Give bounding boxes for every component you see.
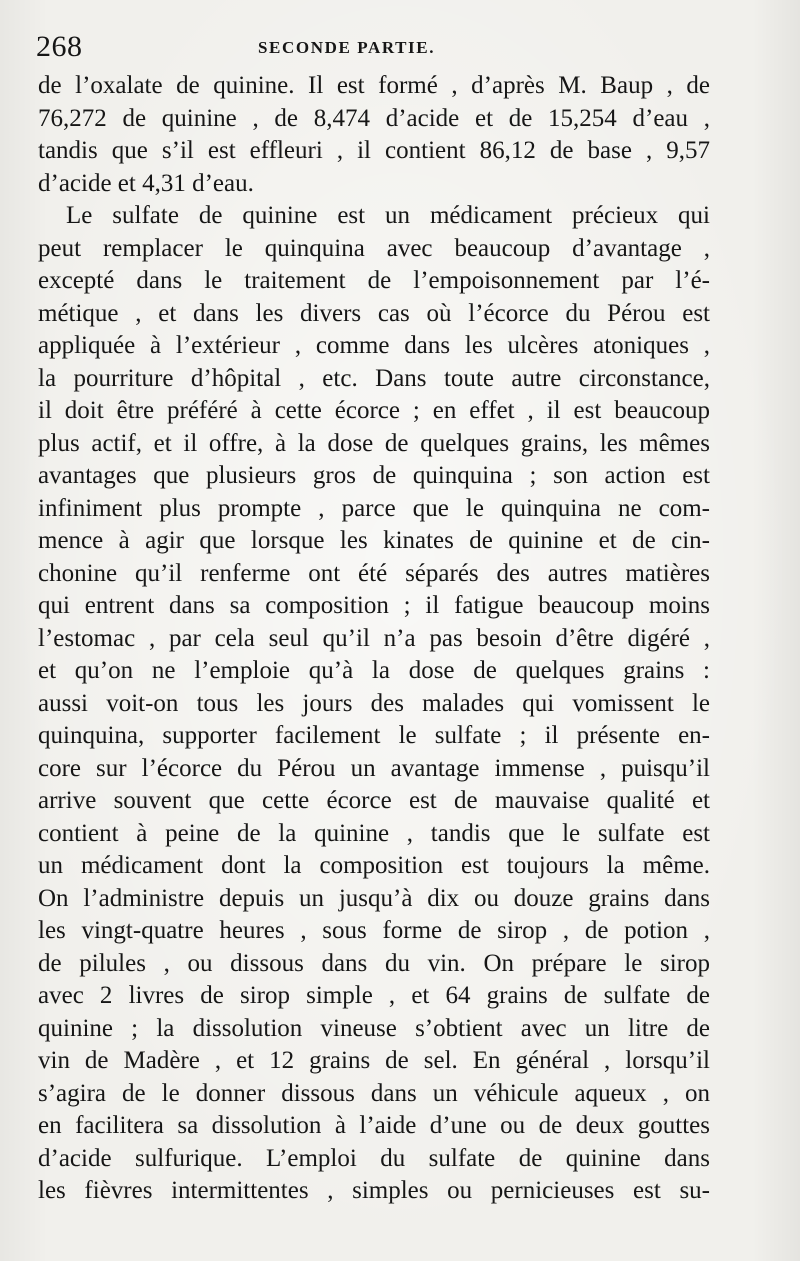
text-line: tandis que s’il est effleuri , il contient 86,12 de base , 9,57 xyxy=(38,137,710,164)
section-title: SECONDE PARTIE. xyxy=(258,38,436,57)
text-line: On l’administre depuis un jusqu’à dix ou douze grains dans xyxy=(38,884,710,912)
page-number: 268 xyxy=(36,30,83,63)
text-line: quinine ; la dissolution vineuse s’obtient avec un litre de xyxy=(38,1014,710,1042)
text-line: avantages que plusieurs gros de quinquina ; son action est xyxy=(38,462,710,489)
text-line: arrive souvent que cette écorce est de mauvaise qualité et xyxy=(38,787,710,814)
text-line: peut remplacer le quinquina avec beaucoup d’avantage , xyxy=(38,234,710,262)
text-line: un médicament dont la composition est toujours la même. xyxy=(38,852,710,879)
text-line: qui entrent dans sa composition ; il fatigue beaucoup moins xyxy=(38,592,710,619)
text-line: vin de Madère , et 12 grains de sel. En général , lorsqu’il xyxy=(38,1047,710,1074)
text-line: l’estomac , par cela seul qu’il n’a pas besoin d’être digéré , xyxy=(38,624,710,652)
text-line: plus actif, et il offre, à la dose de quelques grains, les mêmes xyxy=(38,429,710,457)
text-line: de l’oxalate de quinine. Il est formé , d’après M. Baup , de xyxy=(38,72,710,99)
text-line: d’acide et 4,31 d’eau. xyxy=(38,169,254,197)
text-line: les vingt-quatre heures , sous forme de sirop , de potion , xyxy=(38,917,710,944)
text-line: les fièvres intermittentes , simples ou pernicieuses est su- xyxy=(38,1177,710,1204)
text-line: contient à peine de la quinine , tandis que le sulfate est xyxy=(38,819,710,847)
running-head xyxy=(36,30,760,64)
text-line: mence à agir que lorsque les kinates de quinine et de cin- xyxy=(38,527,710,554)
body-text xyxy=(38,70,710,1208)
text-line: de pilules , ou dissous dans du vin. On prépare le sirop xyxy=(38,949,710,977)
text-line: 76,272 de quinine , de 8,474 d’acide et de 15,254 d’eau , xyxy=(38,104,710,132)
text-line: appliquée à l’extérieur , comme dans les ulcères atoniques , xyxy=(38,332,710,359)
text-line: en facilitera sa dissolution à l’aide d’une ou de deux gouttes xyxy=(38,1112,710,1139)
text-line: d’acide sulfurique. L’emploi du sulfate de quinine dans xyxy=(38,1144,710,1172)
text-line: métique , et dans les divers cas où l’écorce du Pérou est xyxy=(38,299,710,327)
text-line: chonine qu’il renferme ont été séparés des autres matières xyxy=(38,559,710,587)
text-line: infiniment plus prompte , parce que le quinquina ne com- xyxy=(38,494,710,522)
text-line: excepté dans le traitement de l’empoisonnement par l’é- xyxy=(38,267,710,294)
text-line: avec 2 livres de sirop simple , et 64 grains de sulfate de xyxy=(38,982,710,1009)
text-line: il doit être préféré à cette écorce ; en effet , il est beaucoup xyxy=(38,397,710,424)
text-line: aussi voit-on tous les jours des malades qui vomissent le xyxy=(38,689,710,717)
text-line: s’agira de le donner dissous dans un véhicule aqueux , on xyxy=(38,1079,710,1107)
text-line: et qu’on ne l’emploie qu’à la dose de quelques grains : xyxy=(38,657,710,684)
text-line: quinquina, supporter facilement le sulfate ; il présente en- xyxy=(38,722,710,749)
paragraph-start-line: Le sulfate de quinine est un médicament précieux qui xyxy=(66,202,710,229)
text-line: la pourriture d’hôpital , etc. Dans toute autre circonstance, xyxy=(38,364,710,392)
text-line: core sur l’écorce du Pérou un avantage immense , puisqu’il xyxy=(38,754,710,782)
